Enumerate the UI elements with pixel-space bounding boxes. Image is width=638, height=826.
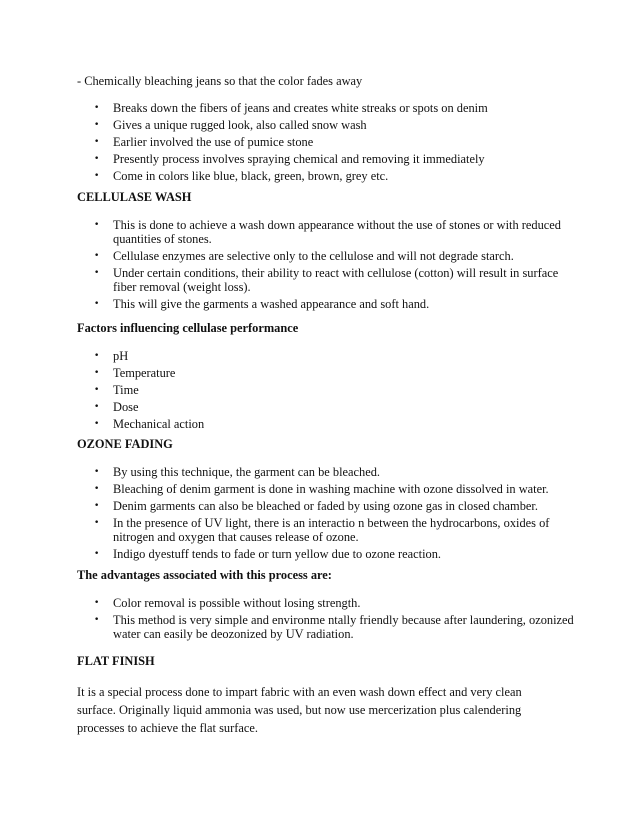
heading-advantages: The advantages associated with this process are: (77, 568, 332, 582)
list-item: • This method is very simple and environme ntally friendly because after laundering, ozonized water can easily be deozonized by UV radiation. (94, 613, 574, 642)
advantages-list (94, 596, 574, 644)
list-item: • Denim garments can also be bleached or faded by using ozone gas in closed chamber. (94, 499, 574, 513)
list-item: • Time (94, 383, 574, 397)
heading-flat-finish: FLAT FINISH (77, 654, 155, 668)
list-item: • Mechanical action (94, 417, 574, 431)
list-item: • Come in colors like blue, black, green, brown, grey etc. (94, 169, 574, 183)
list-item: • In the presence of UV light, there is an interactio n between the hydrocarbons, oxides of nitrogen and oxygen that causes release of ozone. (94, 516, 574, 545)
denim-bleach-list (94, 101, 574, 185)
list-item: • Indigo dyestuff tends to fade or turn yellow due to ozone reaction. (94, 547, 574, 561)
list-item: • pH (94, 349, 574, 363)
list-item: • Cellulase enzymes are selective only to the cellulose and will not degrade starch. (94, 249, 574, 263)
list-item: • Temperature (94, 366, 574, 380)
factors-list (94, 349, 574, 433)
intro-line: - Chemically bleaching jeans so that the color fades away (77, 74, 363, 88)
list-item: • This will give the garments a washed appearance and soft hand. (94, 297, 574, 311)
list-item: • Breaks down the fibers of jeans and creates white streaks or spots on denim (94, 101, 574, 115)
list-item: • Presently process involves spraying chemical and removing it immediately (94, 152, 574, 166)
list-item: • This is done to achieve a wash down appearance without the use of stones or with reduced quantities of stones. (94, 218, 574, 247)
ozone-fading-list (94, 465, 574, 564)
list-item: • Earlier involved the use of pumice stone (94, 135, 574, 149)
list-item: • By using this technique, the garment can be bleached. (94, 465, 574, 479)
flat-finish-paragraph: It is a special process done to impart fabric with an even wash down effect and very clean surface. Originally liquid ammonia was used, but now use mercerization plus calendering processes to achieve the flat surface. (77, 685, 522, 736)
list-item: • Dose (94, 400, 574, 414)
list-item: • Gives a unique rugged look, also called snow wash (94, 118, 574, 132)
heading-ozone-fading: OZONE FADING (77, 437, 173, 451)
list-item: • Bleaching of denim garment is done in washing machine with ozone dissolved in water. (94, 482, 574, 496)
heading-cellulase-wash: CELLULASE WASH (77, 190, 192, 204)
heading-factors: Factors influencing cellulase performance (77, 321, 299, 335)
list-item: • Under certain conditions, their ability to react with cellulose (cotton) will result in surface fiber removal (weight loss). (94, 266, 574, 295)
cellulase-wash-list (94, 218, 574, 314)
list-item: • Color removal is possible without losing strength. (94, 596, 574, 610)
